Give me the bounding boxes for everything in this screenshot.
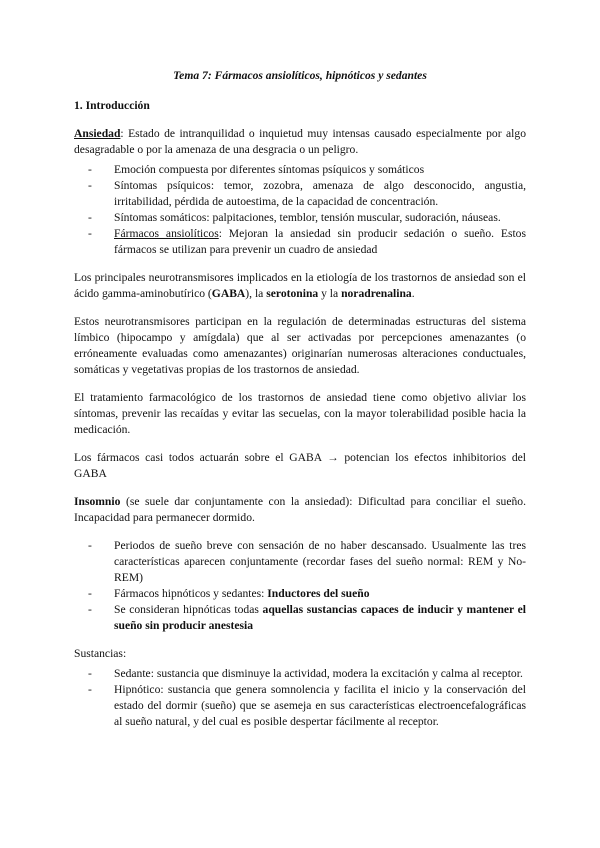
insomnio-term: Insomnio: [74, 495, 121, 508]
estructuras-paragraph: Estos neurotransmisores participan en la regulación de determinadas estructuras del sistema límbico (hipocampo y amígdala) que al ser activadas por percepciones amenazantes (o erróneamente evaluadas como amenazantes) originarían numerosas alteraciones conductuales, somáticas y vegetativas propias de los trastornos de ansiedad.: [74, 315, 526, 376]
text-run: Se consideran hipnóticas todas: [114, 603, 263, 616]
text-run: ), la: [245, 287, 267, 300]
page-title: Tema 7: Fármacos ansiolíticos, hipnóticos y sedantes: [173, 69, 427, 82]
noradrenalina-bold: noradrenalina: [341, 287, 412, 300]
list-item: - Emoción compuesta por diferentes síntomas psíquicos y somáticos: [114, 162, 526, 178]
text-run: Los principales neurotransmisores implicados en la etiología de los trastornos de ansiedad son el ácido gamma-aminobutírico (: [74, 271, 526, 300]
ansioliticos-term: Fármacos ansiolíticos: [114, 227, 219, 240]
text-run: Fármacos hipnóticos y sedantes:: [114, 587, 268, 600]
list-item: - Síntomas psíquicos: temor, zozobra, amenaza de algo desconocido, angustia, irritabilidad, pérdida de autoestima, de la capacidad de concentración.: [114, 178, 526, 210]
hipnoticas-bold: aquellas sustancias capaces de inducir y mantener el sueño sin producir anestesia: [114, 603, 526, 632]
serotonina-bold: serotonina: [266, 287, 319, 300]
ansiedad-list: [74, 162, 526, 258]
insomnio-definition: [74, 494, 526, 526]
insomnio-definition-text: (se suele dar conjuntamente con la ansiedad): Dificultad para conciliar el sueño. Incapacidad para permanecer dormido.: [74, 495, 526, 524]
text-run: .: [411, 287, 415, 300]
ansiedad-definition: [74, 126, 526, 158]
insomnio-list: [74, 538, 526, 634]
ansiedad-definition-text: : Estado de intranquilidad o inquietud muy intensas causado especialmente por algo desagradable o por la amenaza de una desgracia o un peligro.: [74, 127, 526, 156]
list-item: - Hipnótico: sustancia que genera somnolencia y facilita el inicio y la conservación del estado del dormir (sueño) que se asemeja en sus características electroencefalográficas al sueño natural, y del cual es posible despertar fácilmente al receptor.: [114, 682, 526, 730]
sustancias-heading: Sustancias:: [74, 647, 127, 660]
ansioliticos-text: : Mejoran la ansiedad sin producir sedación o sueño. Estos fármacos se utilizan para prevenir un cuadro de ansiedad: [114, 227, 526, 256]
list-item: [114, 226, 526, 258]
tratamiento-paragraph: El tratamiento farmacológico de los trastornos de ansiedad tiene como objetivo aliviar los síntomas, prevenir las recaídas y evitar las secuelas, con la mayor tolerabilidad posible hacia la medicación.: [74, 391, 526, 436]
list-item: - Periodos de sueño breve con sensación de no haber descansado. Usualmente las tres características aparecen conjuntamente (recordar fases del sueño normal: REM y No-REM): [114, 538, 526, 586]
gaba-bold: GABA: [211, 287, 246, 300]
gaba-paragraph: Los fármacos casi todos actuarán sobre el GABA → potencian los efectos inhibitorios del GABA: [74, 451, 526, 480]
list-item: [114, 602, 526, 634]
ansiedad-term: Ansiedad: [74, 127, 121, 140]
text-run: y la: [318, 287, 342, 300]
sustancias-list: [74, 666, 526, 730]
inductores-bold: Inductores del sueño: [267, 587, 370, 600]
list-item: [114, 586, 526, 602]
section-heading-introduccion: 1. Introducción: [74, 99, 150, 112]
list-item: - Síntomas somáticos: palpitaciones, temblor, tensión muscular, sudoración, náuseas.: [114, 210, 526, 226]
neurotransmisores-paragraph: [74, 270, 526, 302]
list-item: - Sedante: sustancia que disminuye la actividad, modera la excitación y calma al receptor.: [114, 666, 526, 682]
